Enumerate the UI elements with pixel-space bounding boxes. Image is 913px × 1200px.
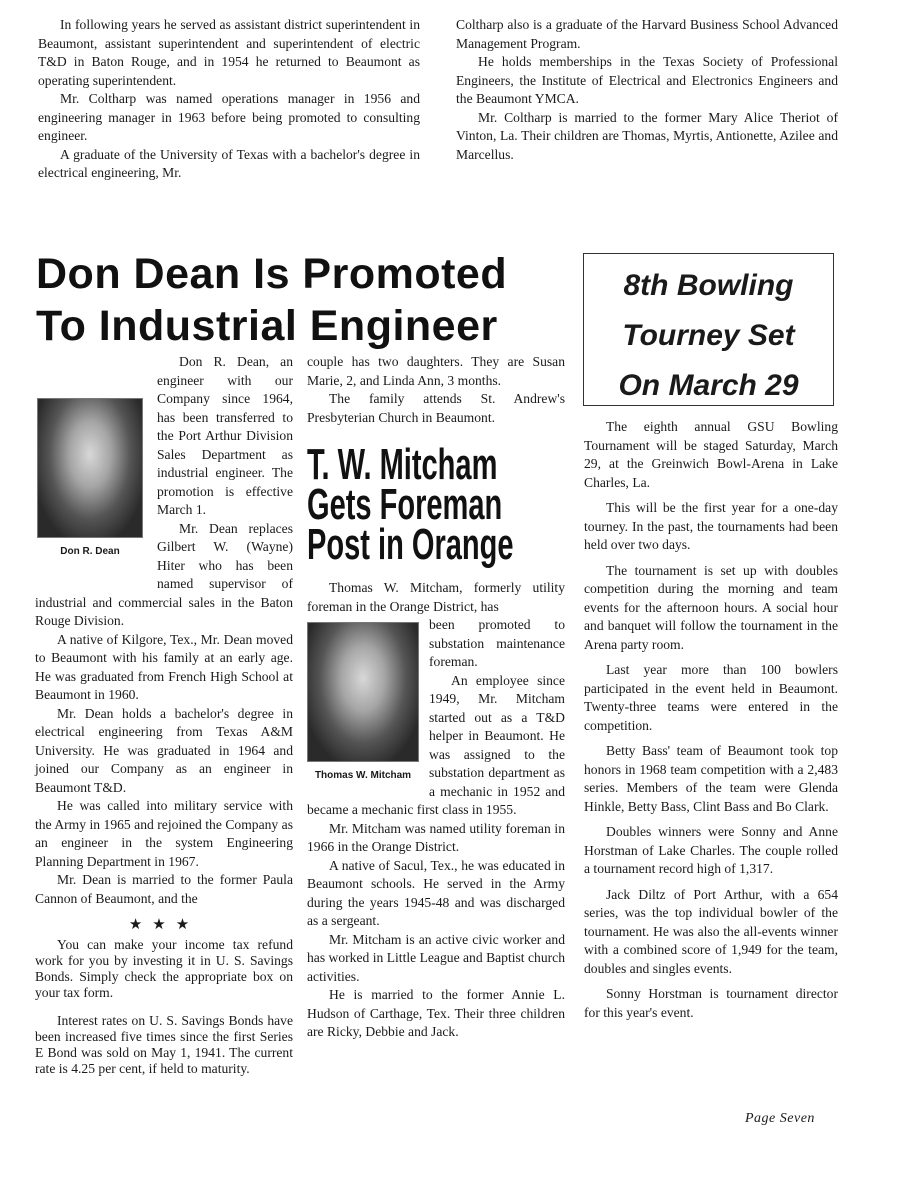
portrait-image (37, 398, 143, 538)
paragraph: He is married to the former Annie L. Hudson of Carthage, Tex. Their three children are Ricky, Debbie and Jack. (307, 987, 565, 1039)
headline-line: To Industrial Engineer (36, 302, 498, 350)
don-dean-photo (37, 398, 143, 557)
paragraph: Coltharp also is a graduate of the Harvard Business School Advanced Management Program. (456, 17, 838, 51)
paragraph: Interest rates on U. S. Savings Bonds have been increased five times since the first Series E Bond was sold on May 1, 1941. The current rate is 4.25 per cent, if held to maturity. (35, 1012, 293, 1076)
paragraph-text: Don R. Dean, an engineer with our Company since 1964, has been transferred to the Port Arthur Division Sales Department as industrial engineer. The promotion is effective March 1. (157, 354, 293, 517)
paragraph: Mr. Coltharp was named operations manager in 1956 and engineering manager in 1963 before being promoted to consulting engineer. (38, 91, 420, 143)
photo-caption: Don R. Dean (60, 546, 120, 557)
top-right-column (456, 16, 838, 164)
page-number: Page Seven (745, 1111, 815, 1126)
paragraph: A native of Sacul, Tex., he was educated in Beaumont schools. He served in the Army during the years 1945-48 and was discharged as a sergeant. (307, 857, 565, 928)
dean-headline (36, 248, 507, 352)
paragraph: A native of Kilgore, Tex., Mr. Dean moved to Beaumont with his family at an early age. He was graduated from French High School at Beaumont in 1960. (35, 631, 293, 702)
paragraph: Mr. Mitcham is an active civic worker and has worked in Little League and Baptist church activities. (307, 931, 565, 984)
paragraph: Mr. Coltharp is married to the former Mary Alice Theriot of Vinton, La. Their children are Thomas, Myrtis, Antionette, Azilee and Marcellus. (456, 109, 838, 162)
portrait-image (307, 622, 419, 762)
paragraph: He was called into military service with the Army in 1965 and rejoined the Company as an engineer in the system Engineering Planning Department in 1967. (35, 798, 293, 869)
middle-column (307, 353, 565, 1042)
mitcham-headline (307, 440, 514, 569)
paragraph: The eighth annual GSU Bowling Tournament will be staged Saturday, March 29, at the Greinwich Bowl-Arena in Lake Charles, La. (584, 419, 838, 490)
paragraph: Last year more than 100 bowlers participated in the event held in Beaumont. Twenty-three teams were entered in the competition. (584, 662, 838, 733)
paragraph: Doubles winners were Sonny and Anne Horstman of Lake Charles. The couple rolled a tournament record high of 1,317. (584, 824, 838, 876)
headline-line: Don Dean Is Promoted (36, 250, 508, 298)
paragraph: Mr. Dean replaces Gilbert W. (Wayne) Hiter who has been named supervisor of industrial and commercial sales in the Baton Rouge Division. (35, 520, 293, 628)
paragraph: Jack Diltz of Port Arthur, with a 654 series, was the top individual bowler of the tournament. He was also the all-events winner with a combined score of 1,949 for the team, doubles and singles events. (584, 886, 838, 976)
paragraph: Mr. Dean is married to the former Paula Cannon of Beaumont, and the (35, 872, 293, 906)
top-left-column (38, 16, 420, 183)
paragraph: In following years he served as assistant district superintendent in Beaumont, assistant superintendent and superintendent of electric T&D in Baton Rouge, and in 1954 he returned to Beaumont as operating superintendent. (38, 17, 420, 88)
bowling-column (584, 418, 838, 1029)
headline-line: Post in Orange (307, 520, 514, 569)
paragraph: This will be the first year for a one-day tourney. In the past, the tournaments had been held over two days. (584, 500, 838, 552)
headline-line: 8th Bowling (623, 269, 794, 302)
paragraph: An employee since 1949, Mr. Mitcham started out as a T&D helper in Beaumont. He was assigned to the substation department as a mechanic in 1952 and became a mechanic first class in 1955. (307, 672, 565, 817)
bowling-headline-box (583, 253, 834, 406)
paragraph: Sonny Horstman is tournament director for this year's event. (584, 986, 838, 1020)
paragraph: The tournament is set up with doubles competition during the morning and team events for the afternoon hours. A social hour and banquet will follow the tournament in the Arena party room. (584, 562, 838, 652)
paragraph: been promoted to substation maintenance foreman. (429, 617, 565, 669)
paragraph: couple has two daughters. They are Susan Marie, 2, and Linda Ann, 3 months. (307, 354, 565, 388)
section-divider-stars: ★★★ (128, 917, 200, 933)
headline-line: T. W. Mitcham (307, 440, 498, 489)
headline-line: Gets Foreman (307, 480, 503, 529)
paragraph: A graduate of the University of Texas with a bachelor's degree in electrical engineering, Mr. (38, 146, 420, 180)
paragraph: Betty Bass' team of Beaumont took top honors in 1968 team competition with a 2,483 series. Members of the team were Glenda Hinkle, Betty Bass, Clint Bass and Bo Clark. (584, 743, 838, 814)
paragraph: Thomas W. Mitcham, formerly utility foreman in the Orange District, has (307, 580, 565, 614)
paragraph: Mr. Dean holds a bachelor's degree in electrical engineering from Texas A&M University. He was graduated in 1964 and joined our Company as an engineer in Beaumont T&D. (35, 705, 293, 795)
paragraph: The family attends St. Andrew's Presbyterian Church in Beaumont. (307, 391, 565, 425)
headline-line: Tourney Set (622, 319, 795, 352)
photo-caption: Thomas W. Mitcham (314, 770, 412, 781)
headline-line: On March 29 (618, 369, 799, 402)
paragraph: You can make your income tax refund work for you by investing it in U. S. Savings Bonds. Simply check the appropriate box on your tax form. (35, 936, 293, 1000)
paragraph: Mr. Mitcham was named utility foreman in 1966 in the Orange District. (307, 820, 565, 854)
paragraph: He holds memberships in the Texas Society of Professional Engineers, the Institute of Electrical and Electronics Engineers and the Beaumont YMCA. (456, 54, 838, 106)
thomas-mitcham-photo (307, 622, 419, 786)
